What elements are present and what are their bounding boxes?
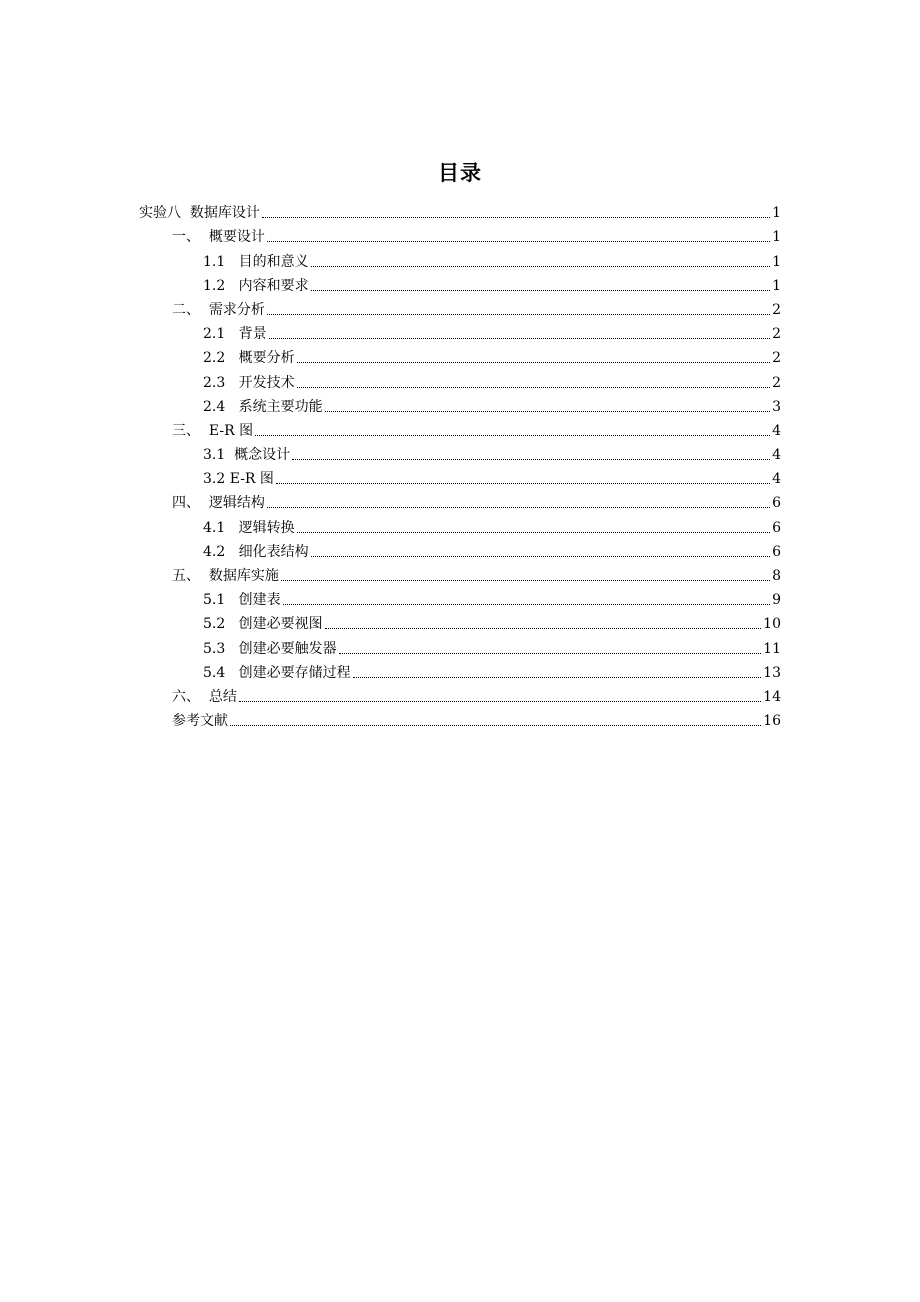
toc-entry-label: 三、 E-R 图 [172, 422, 254, 439]
toc-entry-page-number: 4 [772, 422, 781, 439]
toc-entry-page-number: 11 [763, 640, 781, 657]
toc-entry[interactable] [203, 271, 781, 295]
toc-entry-page-number: 6 [772, 495, 781, 512]
toc-entry[interactable] [203, 585, 781, 609]
toc-entry-page-number: 13 [763, 664, 781, 681]
toc-entry-page-number: 4 [772, 447, 781, 464]
toc-dot-leader [297, 531, 770, 533]
toc-entry[interactable] [172, 682, 781, 706]
toc-dot-leader [269, 337, 770, 339]
toc-entry[interactable] [203, 633, 781, 657]
toc-dot-leader [311, 265, 770, 267]
toc-entry-page-number: 1 [772, 277, 781, 294]
toc-dot-leader [267, 313, 770, 315]
toc-entry[interactable] [203, 658, 781, 682]
toc-dot-leader [292, 458, 770, 460]
toc-entry-page-number: 3 [772, 398, 781, 415]
toc-entry[interactable] [172, 222, 781, 246]
toc-entry-label: 五、 数据库实施 [172, 568, 279, 584]
toc-entry-page-number: 2 [772, 350, 781, 367]
toc-entry[interactable] [203, 343, 781, 367]
toc-entry-page-number: 14 [763, 688, 781, 705]
toc-entry-page-number: 2 [772, 326, 781, 343]
toc-entry[interactable] [203, 537, 781, 561]
toc-entry-label: 四、 逻辑结构 [172, 495, 265, 512]
toc-entry[interactable] [203, 464, 781, 488]
toc-dot-leader [267, 506, 770, 508]
toc-entry[interactable] [203, 392, 781, 416]
toc-entry-page-number: 2 [772, 301, 781, 318]
toc-entry[interactable] [139, 198, 781, 222]
toc-dot-leader [353, 676, 762, 678]
toc-entry-label: 一、 概要设计 [172, 229, 265, 246]
toc-dot-leader [230, 724, 761, 726]
toc-dot-leader [339, 652, 762, 654]
toc-entry[interactable] [203, 440, 781, 464]
toc-entry-label: 1.1 目的和意义 [203, 253, 309, 270]
toc-entry-label: 参考文献 [172, 713, 228, 730]
toc-dot-leader [239, 700, 761, 702]
toc-entry-label: 5.1 创建表 [203, 592, 281, 609]
toc-dot-leader [281, 579, 770, 581]
toc-entry[interactable] [172, 416, 781, 440]
toc-entry[interactable] [172, 295, 781, 319]
toc-entry-page-number: 8 [772, 568, 781, 584]
toc-entry-page-number: 1 [772, 205, 781, 222]
toc-entry-label: 实验八 数据库设计 [139, 205, 260, 222]
toc-dot-leader [325, 410, 770, 412]
toc-entry[interactable] [203, 512, 781, 536]
toc-dot-leader [311, 555, 770, 557]
toc-entry-label: 六、 总结 [172, 688, 237, 705]
toc-entry-label: 3.2 E-R 图 [203, 471, 274, 488]
toc-entry-label: 5.4 创建必要存储过程 [203, 664, 351, 681]
toc-entry-page-number: 1 [772, 253, 781, 270]
toc-entry-page-number: 16 [763, 713, 781, 730]
toc-entry-page-number: 9 [772, 592, 781, 609]
toc-dot-leader [276, 482, 770, 484]
toc-dot-leader [311, 289, 770, 291]
toc-dot-leader [267, 240, 770, 242]
toc-dot-leader [297, 361, 770, 363]
toc-dot-leader [262, 216, 770, 218]
toc-entry-label: 2.3 开发技术 [203, 374, 295, 391]
toc-entry[interactable] [203, 246, 781, 270]
toc-entry-label: 1.2 内容和要求 [203, 277, 309, 294]
toc-entry-page-number: 6 [772, 543, 781, 560]
toc-title: 目录 [438, 161, 482, 185]
toc-entry[interactable] [203, 319, 781, 343]
toc-entry[interactable] [172, 561, 781, 585]
toc-entry-label: 4.1 逻辑转换 [203, 519, 295, 536]
toc-entry[interactable] [172, 706, 781, 730]
toc-entry-page-number: 10 [763, 616, 781, 633]
toc-entry-label: 2.1 背景 [203, 326, 267, 343]
toc-dot-leader [297, 386, 770, 388]
toc-dot-leader [255, 434, 770, 436]
toc-entry-page-number: 6 [772, 519, 781, 536]
toc-entry-label: 5.2 创建必要视图 [203, 616, 323, 633]
toc-entry-page-number: 2 [772, 374, 781, 391]
toc-entry-label: 5.3 创建必要触发器 [203, 640, 337, 657]
toc-entry-label: 二、 需求分析 [172, 301, 265, 318]
toc-entry[interactable] [203, 367, 781, 391]
toc-entry-label: 2.2 概要分析 [203, 350, 295, 367]
toc-dot-leader [325, 627, 762, 629]
toc-entry[interactable] [172, 488, 781, 512]
toc-entry-page-number: 1 [772, 229, 781, 246]
toc-entry-label: 3.1 概念设计 [203, 447, 291, 464]
toc-list [0, 198, 920, 730]
toc-entry-label: 4.2 细化表结构 [203, 543, 309, 560]
toc-dot-leader [283, 603, 770, 605]
toc-entry[interactable] [203, 609, 781, 633]
toc-entry-page-number: 4 [772, 471, 781, 488]
toc-entry-label: 2.4 系统主要功能 [203, 398, 323, 415]
